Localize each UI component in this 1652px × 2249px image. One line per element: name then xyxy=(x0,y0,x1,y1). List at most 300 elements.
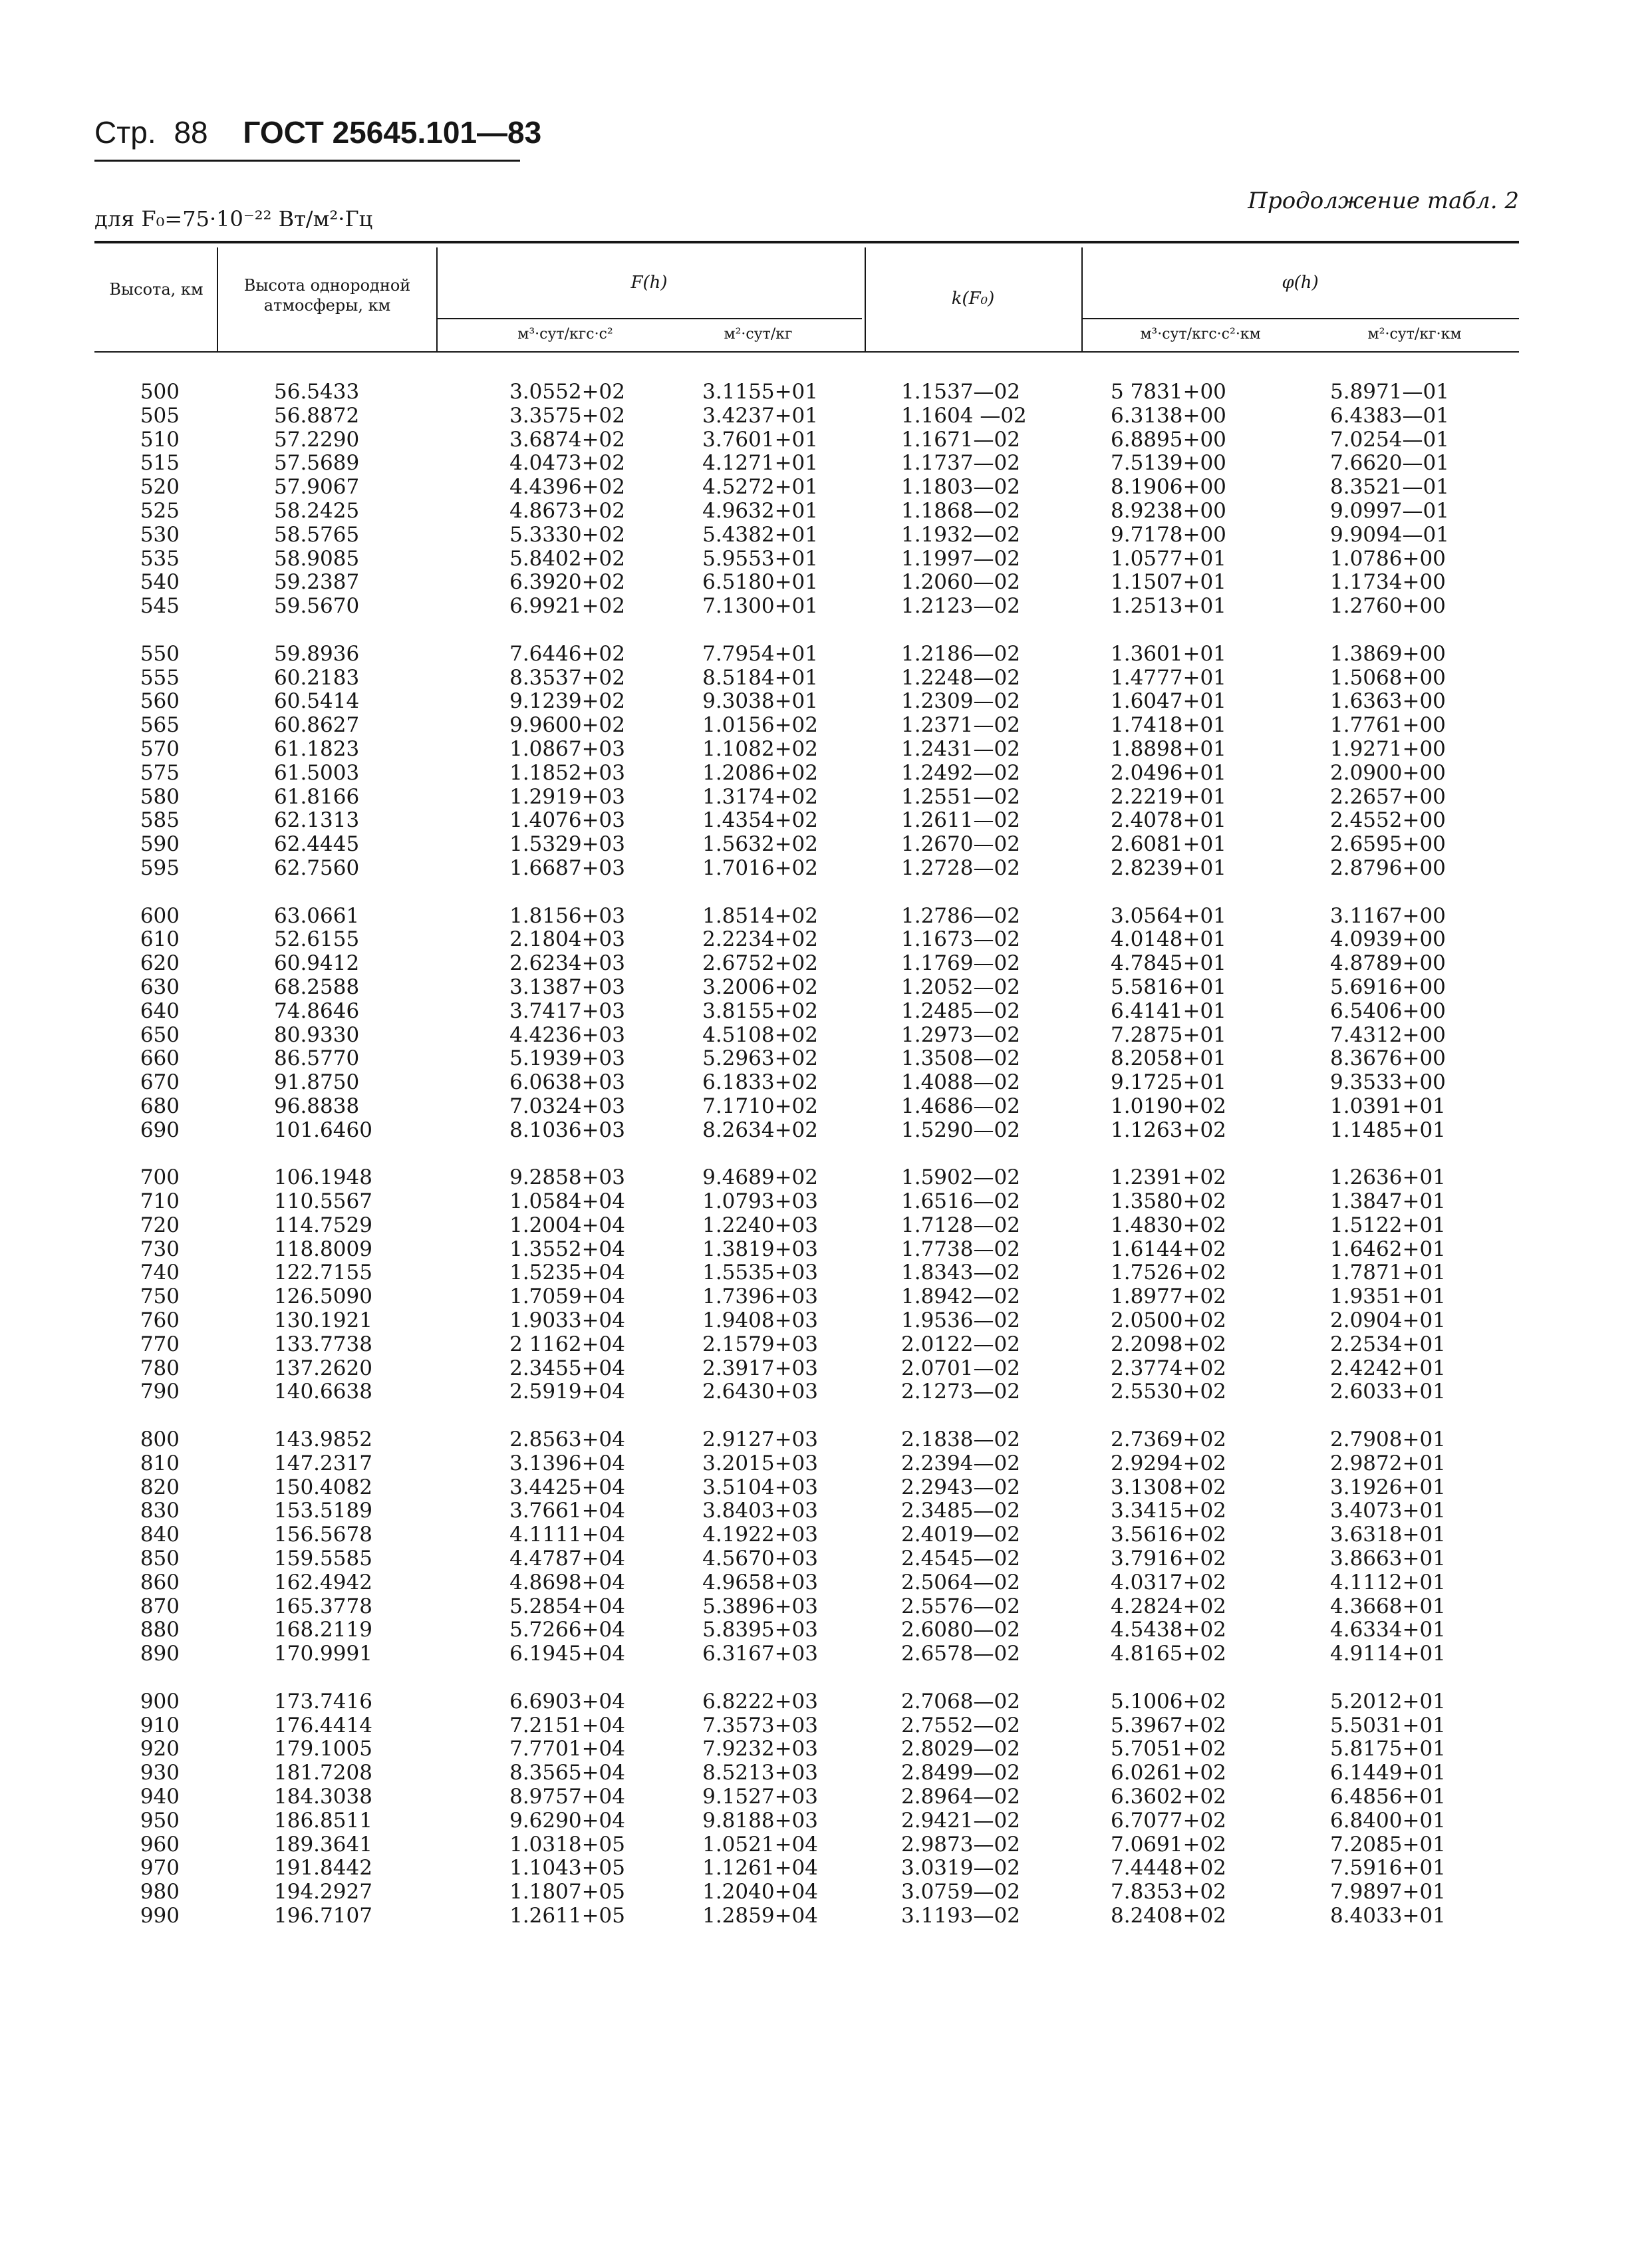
group-gap xyxy=(901,881,1061,905)
f-unit1-cell: 3.7417+03 xyxy=(509,998,625,1023)
height-cell: 740 xyxy=(140,1261,180,1285)
k-cell: 1.2492—02 xyxy=(901,760,1020,785)
k-cell: 2.5576—02 xyxy=(901,1594,1020,1618)
homogeneous-cell: 96.8838 xyxy=(274,1094,360,1118)
group-gap xyxy=(901,1666,1061,1690)
phi-unit2-cell: 1.0786+00 xyxy=(1330,546,1446,571)
phi-unit2-cell: 1.5122+01 xyxy=(1330,1213,1446,1237)
k-cell: 2.4019—02 xyxy=(901,1523,1020,1547)
f-unit2-cell: 2.6430+03 xyxy=(702,1380,818,1404)
homogeneous-cell: 63.0661 xyxy=(274,903,360,928)
f-unit2-cell: 1.1261+04 xyxy=(702,1856,818,1880)
k-cell: 2.5064—02 xyxy=(901,1570,1020,1594)
homogeneous-cell: 52.6155 xyxy=(274,927,360,952)
group-gap xyxy=(658,1404,818,1428)
f-unit1-cell: 2.6234+03 xyxy=(509,951,625,976)
header-k: k(F₀) xyxy=(951,289,995,309)
f-unit1-cell: 8.9757+04 xyxy=(509,1785,625,1809)
f-unit2-cell: 5.8395+03 xyxy=(702,1618,818,1642)
f-unit2-cell: 3.2006+02 xyxy=(702,975,818,999)
k-cell: 2.2943—02 xyxy=(901,1475,1020,1499)
phi-unit2-cell: 2.8796+00 xyxy=(1330,855,1446,880)
phi-unit2-cell: 4.0939+00 xyxy=(1330,927,1446,952)
k-cell: 1.7738—02 xyxy=(901,1237,1020,1261)
height-cell: 640 xyxy=(140,998,180,1023)
phi-unit2-cell: 1.9351+01 xyxy=(1330,1284,1446,1309)
group-gap xyxy=(120,619,180,643)
homogeneous-cell: 147.2317 xyxy=(274,1451,372,1475)
k-cell: 1.2728—02 xyxy=(901,855,1020,880)
phi-unit2-cell: 5.2012+01 xyxy=(1330,1689,1446,1714)
height-cell: 940 xyxy=(140,1785,180,1809)
f-unit1-cell: 9.2858+03 xyxy=(509,1165,625,1190)
height-cell: 610 xyxy=(140,927,180,952)
height-cell: 880 xyxy=(140,1618,180,1642)
f-unit2-cell: 7.7954+01 xyxy=(702,641,818,666)
k-cell: 2.0122—02 xyxy=(901,1332,1020,1356)
height-cell: 850 xyxy=(140,1547,180,1571)
f-unit2-cell: 5.2963+02 xyxy=(702,1046,818,1071)
homogeneous-cell: 196.7107 xyxy=(274,1904,372,1928)
k-cell: 2.6578—02 xyxy=(901,1642,1020,1666)
f-unit1-cell: 1.8156+03 xyxy=(509,903,625,928)
phi-unit2-cell: 1.7871+01 xyxy=(1330,1261,1446,1285)
homogeneous-cell: 181.7208 xyxy=(274,1761,372,1785)
f-unit2-cell: 1.2240+03 xyxy=(702,1213,818,1237)
header-height: Высота, км xyxy=(109,280,204,299)
f-unit1-cell: 9.1239+02 xyxy=(509,689,625,714)
phi-unit1-cell: 6.7077+02 xyxy=(1111,1808,1226,1833)
group-gap xyxy=(1330,619,1496,643)
f-unit2-cell: 3.8155+02 xyxy=(702,998,818,1023)
phi-unit1-cell: 6.8895+00 xyxy=(1111,427,1226,452)
phi-unit1-cell: 1.1263+02 xyxy=(1111,1118,1226,1142)
f-unit2-cell: 5.4382+01 xyxy=(702,522,818,547)
f-unit2-cell: 3.4237+01 xyxy=(702,403,818,428)
homogeneous-cell: 61.1823 xyxy=(274,736,360,761)
group-gap xyxy=(120,1404,180,1428)
phi-unit1-cell: 1.3580+02 xyxy=(1111,1189,1226,1214)
k-cell: 3.1193—02 xyxy=(901,1904,1020,1928)
phi-unit2-cell: 3.8663+01 xyxy=(1330,1547,1446,1571)
phi-unit2-cell: 2.0900+00 xyxy=(1330,760,1446,785)
homogeneous-cell: 118.8009 xyxy=(274,1237,372,1261)
phi-unit2-cell: 6.4856+01 xyxy=(1330,1785,1446,1809)
f-unit2-cell: 1.5632+02 xyxy=(702,832,818,857)
phi-unit2-cell: 2.6033+01 xyxy=(1330,1380,1446,1404)
phi-unit1-cell: 1.1507+01 xyxy=(1111,570,1226,595)
f-unit2-cell: 7.1710+02 xyxy=(702,1094,818,1118)
phi-unit2-cell: 6.1449+01 xyxy=(1330,1761,1446,1785)
phi-unit1-cell: 4.5438+02 xyxy=(1111,1618,1226,1642)
phi-unit1-cell: 2.9294+02 xyxy=(1111,1451,1226,1475)
homogeneous-cell: 62.1313 xyxy=(274,808,360,833)
header-homogeneous: Высота однородной атмосферы, км xyxy=(243,276,411,315)
k-cell: 1.2670—02 xyxy=(901,832,1020,857)
height-cell: 780 xyxy=(140,1356,180,1380)
phi-unit1-cell: 3.1308+02 xyxy=(1111,1475,1226,1499)
f-unit1-cell: 1.0867+03 xyxy=(509,736,625,761)
phi-unit2-cell: 4.8789+00 xyxy=(1330,951,1446,976)
k-cell: 2.8499—02 xyxy=(901,1761,1020,1785)
f-subheader-rule xyxy=(436,318,862,319)
f-unit1-cell: 7.6446+02 xyxy=(509,641,625,666)
group-gap xyxy=(1330,1666,1496,1690)
k-cell: 1.1769—02 xyxy=(901,951,1020,976)
phi-unit1-cell: 9.1725+01 xyxy=(1111,1070,1226,1095)
f-unit2-cell: 1.7396+03 xyxy=(702,1284,818,1309)
phi-unit1-cell: 2.4078+01 xyxy=(1111,808,1226,833)
k-cell: 2.1273—02 xyxy=(901,1380,1020,1404)
phi-unit1-cell: 2.2219+01 xyxy=(1111,784,1226,809)
phi-unit1-cell: 7.5139+00 xyxy=(1111,451,1226,476)
group-gap xyxy=(658,1666,818,1690)
f-unit1-cell: 8.3565+04 xyxy=(509,1761,625,1785)
homogeneous-cell: 194.2927 xyxy=(274,1880,372,1904)
homogeneous-cell: 114.7529 xyxy=(274,1213,372,1237)
phi-unit1-cell: 8.9238+00 xyxy=(1111,498,1226,523)
k-cell: 1.8942—02 xyxy=(901,1284,1020,1309)
f-unit1-cell: 8.1036+03 xyxy=(509,1118,625,1142)
f-unit2-cell: 1.0793+03 xyxy=(702,1189,818,1214)
group-gap xyxy=(466,881,625,905)
f-unit1-cell: 1.2919+03 xyxy=(509,784,625,809)
phi-unit1-cell: 8.2058+01 xyxy=(1111,1046,1226,1071)
homogeneous-cell: 133.7738 xyxy=(274,1332,372,1356)
k-cell: 2.4545—02 xyxy=(901,1547,1020,1571)
header-f: F(h) xyxy=(630,273,668,293)
phi-unit2-cell: 2.0904+01 xyxy=(1330,1308,1446,1333)
height-cell: 760 xyxy=(140,1308,180,1333)
col-divider-1 xyxy=(217,247,218,351)
f-unit1-cell: 4.8673+02 xyxy=(509,498,625,523)
phi-unit1-cell: 6.3138+00 xyxy=(1111,403,1226,428)
header-f-unit1: м³·сут/кгс·с² xyxy=(517,326,613,343)
phi-unit2-cell: 1.9271+00 xyxy=(1330,736,1446,761)
k-cell: 1.2052—02 xyxy=(901,975,1020,999)
phi-unit1-cell: 4.2824+02 xyxy=(1111,1594,1226,1618)
table-top-rule xyxy=(94,241,1519,243)
k-cell: 1.6516—02 xyxy=(901,1189,1020,1214)
phi-unit2-cell: 4.9114+01 xyxy=(1330,1642,1446,1666)
f-unit1-cell: 7.7701+04 xyxy=(509,1737,625,1761)
phi-unit2-cell: 6.5406+00 xyxy=(1330,998,1446,1023)
f-unit2-cell: 9.1527+03 xyxy=(702,1785,818,1809)
f-unit2-cell: 4.9658+03 xyxy=(702,1570,818,1594)
phi-unit1-cell: 2.0496+01 xyxy=(1111,760,1226,785)
height-cell: 820 xyxy=(140,1475,180,1499)
homogeneous-cell: 137.2620 xyxy=(274,1356,372,1380)
f-unit2-cell: 4.5108+02 xyxy=(702,1022,818,1047)
homogeneous-cell: 186.8511 xyxy=(274,1808,372,1833)
phi-unit2-cell: 4.6334+01 xyxy=(1330,1618,1446,1642)
f-unit2-cell: 1.2040+04 xyxy=(702,1880,818,1904)
k-cell: 1.1868—02 xyxy=(901,498,1020,523)
phi-unit2-cell: 7.4312+00 xyxy=(1330,1022,1446,1047)
k-cell: 1.1671—02 xyxy=(901,427,1020,452)
f-unit1-cell: 6.6903+04 xyxy=(509,1689,625,1714)
f-unit1-cell: 1.5235+04 xyxy=(509,1261,625,1285)
height-cell: 690 xyxy=(140,1118,180,1142)
f-unit1-cell: 8.3537+02 xyxy=(509,665,625,690)
group-gap xyxy=(120,881,180,905)
k-cell: 2.9421—02 xyxy=(901,1808,1020,1833)
height-cell: 565 xyxy=(140,713,180,738)
phi-unit2-cell: 8.4033+01 xyxy=(1330,1904,1446,1928)
standard-title: ГОСТ 25645.101—83 xyxy=(243,115,542,150)
column-f-unit2 xyxy=(658,380,818,1928)
phi-unit2-cell: 9.3533+00 xyxy=(1330,1070,1446,1095)
phi-unit2-cell: 1.2760+00 xyxy=(1330,594,1446,619)
phi-unit2-cell: 2.9872+01 xyxy=(1330,1451,1446,1475)
homogeneous-cell: 165.3778 xyxy=(274,1594,372,1618)
phi-unit1-cell: 3.3415+02 xyxy=(1111,1499,1226,1523)
phi-unit1-cell: 2.7369+02 xyxy=(1111,1427,1226,1452)
phi-unit1-cell: 1.6047+01 xyxy=(1111,689,1226,714)
phi-unit2-cell: 1.2636+01 xyxy=(1330,1165,1446,1190)
column-homogeneous-height xyxy=(274,380,420,1928)
phi-unit1-cell: 7.8353+02 xyxy=(1111,1880,1226,1904)
header-phi-unit2: м²·сут/кг·км xyxy=(1367,326,1462,343)
f-unit1-cell: 9.9600+02 xyxy=(509,713,625,738)
k-cell: 1.2123—02 xyxy=(901,594,1020,619)
k-cell: 1.1604 —02 xyxy=(901,403,1027,428)
height-cell: 700 xyxy=(140,1165,180,1190)
f-unit2-cell: 2.2234+02 xyxy=(702,927,818,952)
height-cell: 830 xyxy=(140,1499,180,1523)
f-unit2-cell: 8.5184+01 xyxy=(702,665,818,690)
homogeneous-cell: 150.4082 xyxy=(274,1475,372,1499)
homogeneous-cell: 58.9085 xyxy=(274,546,360,571)
phi-unit2-cell: 4.3668+01 xyxy=(1330,1594,1446,1618)
group-gap xyxy=(1111,1666,1277,1690)
f-unit2-cell: 1.9408+03 xyxy=(702,1308,818,1333)
f-unit2-cell: 3.2015+03 xyxy=(702,1451,818,1475)
f-unit2-cell: 4.9632+01 xyxy=(702,498,818,523)
homogeneous-cell: 56.8872 xyxy=(274,403,360,428)
f-unit1-cell: 6.0638+03 xyxy=(509,1070,625,1095)
f-unit2-cell: 1.2859+04 xyxy=(702,1904,818,1928)
f-unit2-cell: 2.9127+03 xyxy=(702,1427,818,1452)
height-cell: 980 xyxy=(140,1880,180,1904)
k-cell: 1.3508—02 xyxy=(901,1046,1020,1071)
phi-unit2-cell: 1.6462+01 xyxy=(1330,1237,1446,1261)
homogeneous-cell: 156.5678 xyxy=(274,1523,372,1547)
homogeneous-cell: 80.9330 xyxy=(274,1022,360,1047)
homogeneous-cell: 68.2588 xyxy=(274,975,360,999)
column-height xyxy=(120,380,180,1928)
group-gap xyxy=(274,619,420,643)
f-unit2-cell: 1.2086+02 xyxy=(702,760,818,785)
homogeneous-cell: 58.5765 xyxy=(274,522,360,547)
k-cell: 1.2786—02 xyxy=(901,903,1020,928)
phi-unit2-cell: 5.5031+01 xyxy=(1330,1713,1446,1737)
f-unit2-cell: 3.1155+01 xyxy=(702,380,818,404)
phi-unit1-cell: 7.4448+02 xyxy=(1111,1856,1226,1880)
f-unit2-cell: 1.3819+03 xyxy=(702,1237,818,1261)
f-unit1-cell: 3.6874+02 xyxy=(509,427,625,452)
height-cell: 960 xyxy=(140,1832,180,1857)
phi-unit1-cell: 5.1006+02 xyxy=(1111,1689,1226,1714)
homogeneous-cell: 184.3038 xyxy=(274,1785,372,1809)
height-cell: 800 xyxy=(140,1427,180,1452)
group-gap xyxy=(1111,1143,1277,1167)
height-cell: 910 xyxy=(140,1713,180,1737)
phi-unit2-cell: 1.1485+01 xyxy=(1330,1118,1446,1142)
col-divider-4 xyxy=(1081,247,1083,351)
homogeneous-cell: 189.3641 xyxy=(274,1832,372,1857)
group-gap xyxy=(658,881,818,905)
f-unit1-cell: 1.7059+04 xyxy=(509,1284,625,1309)
homogeneous-cell: 59.5670 xyxy=(274,594,360,619)
homogeneous-cell: 153.5189 xyxy=(274,1499,372,1523)
f-unit1-cell: 7.2151+04 xyxy=(509,1713,625,1737)
height-cell: 525 xyxy=(140,498,180,523)
height-cell: 840 xyxy=(140,1523,180,1547)
k-cell: 1.5902—02 xyxy=(901,1165,1020,1190)
f-unit1-cell: 1.1807+05 xyxy=(509,1880,625,1904)
k-cell: 1.1932—02 xyxy=(901,522,1020,547)
phi-unit2-cell: 3.1926+01 xyxy=(1330,1475,1446,1499)
f-unit1-cell: 5.7266+04 xyxy=(509,1618,625,1642)
page-header xyxy=(94,114,541,150)
k-cell: 2.0701—02 xyxy=(901,1356,1020,1380)
f-unit2-cell: 9.3038+01 xyxy=(702,689,818,714)
phi-unit1-cell: 2.2098+02 xyxy=(1111,1332,1226,1356)
homogeneous-cell: 106.1948 xyxy=(274,1165,372,1190)
phi-unit1-cell: 1.4777+01 xyxy=(1111,665,1226,690)
f-unit1-cell: 7.0324+03 xyxy=(509,1094,625,1118)
phi-unit1-cell: 8.2408+02 xyxy=(1111,1904,1226,1928)
f-unit1-cell: 1.4076+03 xyxy=(509,808,625,833)
f-unit2-cell: 1.0521+04 xyxy=(702,1832,818,1857)
homogeneous-cell: 57.2290 xyxy=(274,427,360,452)
group-gap xyxy=(274,1666,420,1690)
phi-unit1-cell: 3.7916+02 xyxy=(1111,1547,1226,1571)
f-unit2-cell: 1.8514+02 xyxy=(702,903,818,928)
f-unit1-cell: 9.6290+04 xyxy=(509,1808,625,1833)
height-cell: 990 xyxy=(140,1904,180,1928)
f-unit2-cell: 1.5535+03 xyxy=(702,1261,818,1285)
column-phi-unit1 xyxy=(1111,380,1277,1928)
k-cell: 1.2551—02 xyxy=(901,784,1020,809)
f-unit2-cell: 8.5213+03 xyxy=(702,1761,818,1785)
phi-unit2-cell: 5.6916+00 xyxy=(1330,975,1446,999)
k-cell: 1.1737—02 xyxy=(901,451,1020,476)
f-unit1-cell: 3.1396+04 xyxy=(509,1451,625,1475)
k-cell: 1.1673—02 xyxy=(901,927,1020,952)
homogeneous-cell: 60.9412 xyxy=(274,951,360,976)
homogeneous-cell: 122.7155 xyxy=(274,1261,372,1285)
header-f-unit2: м²·сут/кг xyxy=(724,326,793,343)
group-gap xyxy=(120,1666,180,1690)
phi-unit2-cell: 2.2657+00 xyxy=(1330,784,1446,809)
phi-unit2-cell: 1.6363+00 xyxy=(1330,689,1446,714)
f-unit2-cell: 9.8188+03 xyxy=(702,1808,818,1833)
k-cell: 1.2309—02 xyxy=(901,689,1020,714)
phi-unit2-cell: 8.3521—01 xyxy=(1330,475,1449,500)
homogeneous-cell: 179.1005 xyxy=(274,1737,372,1761)
k-cell: 1.5290—02 xyxy=(901,1118,1020,1142)
phi-unit1-cell: 4.8165+02 xyxy=(1111,1642,1226,1666)
group-gap xyxy=(120,1143,180,1167)
phi-unit1-cell: 1.6144+02 xyxy=(1111,1237,1226,1261)
height-cell: 750 xyxy=(140,1284,180,1309)
k-cell: 1.2485—02 xyxy=(901,998,1020,1023)
phi-unit1-cell: 1.2513+01 xyxy=(1111,594,1226,619)
height-cell: 890 xyxy=(140,1642,180,1666)
phi-unit2-cell: 9.0997—01 xyxy=(1330,498,1449,523)
phi-unit1-cell: 4.7845+01 xyxy=(1111,951,1226,976)
k-cell: 1.9536—02 xyxy=(901,1308,1020,1333)
phi-unit2-cell: 5.8175+01 xyxy=(1330,1737,1446,1761)
f-unit2-cell: 1.4354+02 xyxy=(702,808,818,833)
homogeneous-cell: 170.9991 xyxy=(274,1642,372,1666)
page-number: 88 xyxy=(174,115,208,150)
homogeneous-cell: 62.4445 xyxy=(274,832,360,857)
group-gap xyxy=(658,1143,818,1167)
f-unit2-cell: 1.7016+02 xyxy=(702,855,818,880)
f-unit1-cell: 4.0473+02 xyxy=(509,451,625,476)
f-unit2-cell: 9.4689+02 xyxy=(702,1165,818,1190)
phi-unit2-cell: 7.9897+01 xyxy=(1330,1880,1446,1904)
group-gap xyxy=(901,1404,1061,1428)
homogeneous-cell: 60.5414 xyxy=(274,689,360,714)
height-cell: 545 xyxy=(140,594,180,619)
f-unit1-cell: 1.3552+04 xyxy=(509,1237,625,1261)
homogeneous-cell: 159.5585 xyxy=(274,1547,372,1571)
f-unit1-cell: 1.9033+04 xyxy=(509,1308,625,1333)
f-unit1-cell: 6.3920+02 xyxy=(509,570,625,595)
height-cell: 500 xyxy=(140,380,180,404)
phi-unit1-cell: 8.1906+00 xyxy=(1111,475,1226,500)
f-unit2-cell: 7.3573+03 xyxy=(702,1713,818,1737)
phi-unit1-cell: 1.7526+02 xyxy=(1111,1261,1226,1285)
f-unit1-cell: 1.1043+05 xyxy=(509,1856,625,1880)
f-unit2-cell: 6.5180+01 xyxy=(702,570,818,595)
height-cell: 920 xyxy=(140,1737,180,1761)
height-cell: 600 xyxy=(140,903,180,928)
homogeneous-cell: 59.8936 xyxy=(274,641,360,666)
group-gap xyxy=(1111,1404,1277,1428)
f-unit2-cell: 4.5670+03 xyxy=(702,1547,818,1571)
phi-unit1-cell: 6.4141+01 xyxy=(1111,998,1226,1023)
k-cell: 1.2186—02 xyxy=(901,641,1020,666)
phi-unit1-cell: 2.6081+01 xyxy=(1111,832,1226,857)
homogeneous-cell: 143.9852 xyxy=(274,1427,372,1452)
group-gap xyxy=(901,1143,1061,1167)
f-unit1-cell: 2.1804+03 xyxy=(509,927,625,952)
group-gap xyxy=(466,1404,625,1428)
height-cell: 860 xyxy=(140,1570,180,1594)
f-unit1-cell: 3.3575+02 xyxy=(509,403,625,428)
phi-unit1-cell: 6.3602+02 xyxy=(1111,1785,1226,1809)
phi-unit2-cell: 1.3869+00 xyxy=(1330,641,1446,666)
k-cell: 1.4686—02 xyxy=(901,1094,1020,1118)
height-cell: 575 xyxy=(140,760,180,785)
k-cell: 1.1803—02 xyxy=(901,475,1020,500)
f-unit2-cell: 6.1833+02 xyxy=(702,1070,818,1095)
f-unit1-cell: 2.8563+04 xyxy=(509,1427,625,1452)
height-cell: 650 xyxy=(140,1022,180,1047)
f-unit2-cell: 2.6752+02 xyxy=(702,951,818,976)
height-cell: 630 xyxy=(140,975,180,999)
f-unit2-cell: 7.9232+03 xyxy=(702,1737,818,1761)
height-cell: 620 xyxy=(140,951,180,976)
k-cell: 2.3485—02 xyxy=(901,1499,1020,1523)
height-cell: 900 xyxy=(140,1689,180,1714)
height-cell: 515 xyxy=(140,451,180,476)
